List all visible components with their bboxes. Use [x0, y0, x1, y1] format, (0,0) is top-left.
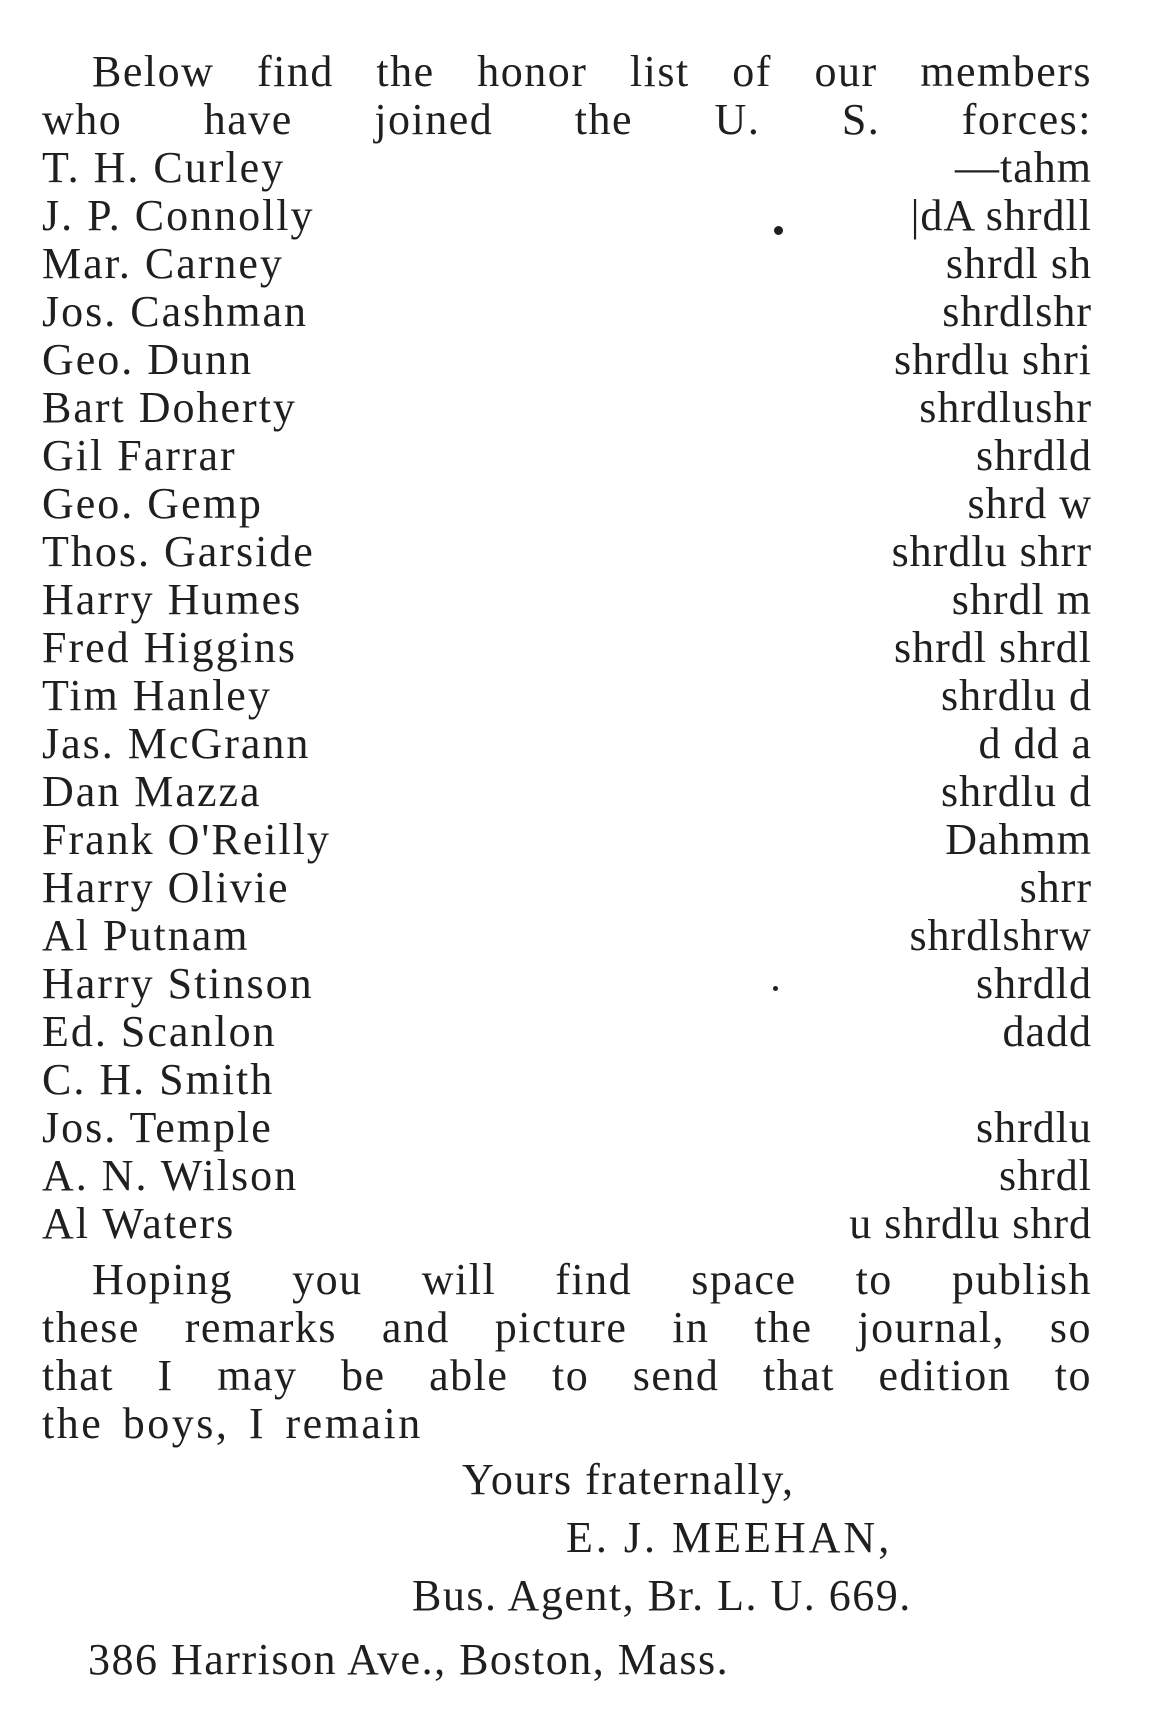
list-item [42, 1104, 1092, 1152]
print-speck [774, 226, 783, 235]
list-item [42, 672, 1092, 720]
member-name: T. H. Curley [42, 143, 286, 192]
print-speck [773, 986, 778, 991]
closing-line-2: these remarks and picture in the journal, so [42, 1303, 1092, 1352]
list-item [42, 144, 1092, 192]
member-code: shrdlshrw [909, 911, 1092, 960]
list-item [42, 816, 1092, 864]
list-item [42, 768, 1092, 816]
member-code: u shrdlu shrd [849, 1199, 1092, 1248]
member-code: shrdl shrdl [894, 623, 1092, 672]
member-code: shrdl [999, 1151, 1092, 1200]
member-code: shrdlu d [941, 671, 1092, 720]
member-code: shrdlshr [942, 287, 1092, 336]
member-name: Jos. Temple [42, 1103, 273, 1152]
member-name: J. P. Connolly [42, 191, 315, 240]
list-item [42, 576, 1092, 624]
member-code: shrdlu shrr [891, 527, 1092, 576]
member-code: shrr [1019, 863, 1092, 912]
member-code: Dahmm [945, 815, 1092, 864]
member-name: Al Waters [42, 1199, 236, 1248]
member-code: shrdlu shri [894, 335, 1092, 384]
list-item [42, 480, 1092, 528]
member-name: Jos. Cashman [42, 287, 308, 336]
member-code: d dd a [978, 719, 1092, 768]
member-name: Bart Doherty [42, 383, 297, 432]
member-code: —tahm [955, 143, 1092, 192]
list-item [42, 1200, 1092, 1248]
member-code: dadd [1002, 1007, 1092, 1056]
member-name: Frank O'Reilly [42, 815, 331, 864]
member-code: shrdl sh [945, 239, 1092, 288]
member-name: Gil Farrar [42, 431, 237, 480]
member-name: Harry Humes [42, 575, 303, 624]
member-code: shrdld [976, 959, 1092, 1008]
member-name: Harry Olivie [42, 863, 290, 912]
member-name: Harry Stinson [42, 959, 314, 1008]
member-name: A. N. Wilson [42, 1151, 299, 1200]
member-code: shrd w [967, 479, 1092, 528]
list-item [42, 1056, 1092, 1104]
list-item [42, 336, 1092, 384]
signer-name: E. J. MEEHAN, [566, 1513, 893, 1562]
list-item [42, 1008, 1092, 1056]
list-item [42, 912, 1092, 960]
member-code: shrdlushr [919, 383, 1092, 432]
address: 386 Harrison Ave., Boston, Mass. [88, 1635, 730, 1684]
list-item [42, 384, 1092, 432]
list-item [42, 864, 1092, 912]
closing-line-4: the boys, I remain [42, 1399, 423, 1448]
member-name: Dan Mazza [42, 767, 262, 816]
member-code: shrdld [976, 431, 1092, 480]
member-name: Thos. Garside [42, 527, 315, 576]
list-item [42, 192, 1092, 240]
intro-line-2: who have joined the U. S. forces: [42, 95, 1092, 144]
member-name: Fred Higgins [42, 623, 297, 672]
list-item [42, 1152, 1092, 1200]
closing-line-3: that I may be able to send that edition to [42, 1351, 1092, 1400]
member-name: Geo. Dunn [42, 335, 254, 384]
member-name: Tim Hanley [42, 671, 272, 720]
member-name: Mar. Carney [42, 239, 284, 288]
member-name: Al Putnam [42, 911, 250, 960]
member-name: C. H. Smith [42, 1055, 275, 1104]
member-code: |dA shrdll [910, 191, 1092, 240]
member-name: Ed. Scanlon [42, 1007, 277, 1056]
member-code: shrdlu d [941, 767, 1092, 816]
member-code: shrdl m [951, 575, 1092, 624]
member-code: shrdlu [976, 1103, 1092, 1152]
list-item [42, 240, 1092, 288]
intro-line-1: Below find the honor list of our members [92, 47, 1092, 96]
list-item [42, 720, 1092, 768]
salutation: Yours fraternally, [462, 1455, 795, 1504]
member-name: Jas. McGrann [42, 719, 311, 768]
list-item [42, 528, 1092, 576]
list-item [42, 432, 1092, 480]
closing-line-1: Hoping you will find space to publish [92, 1255, 1092, 1304]
signer-title: Bus. Agent, Br. L. U. 669. [412, 1571, 912, 1620]
list-item [42, 960, 1092, 1008]
list-item [42, 288, 1092, 336]
member-name: Geo. Gemp [42, 479, 263, 528]
list-item [42, 624, 1092, 672]
